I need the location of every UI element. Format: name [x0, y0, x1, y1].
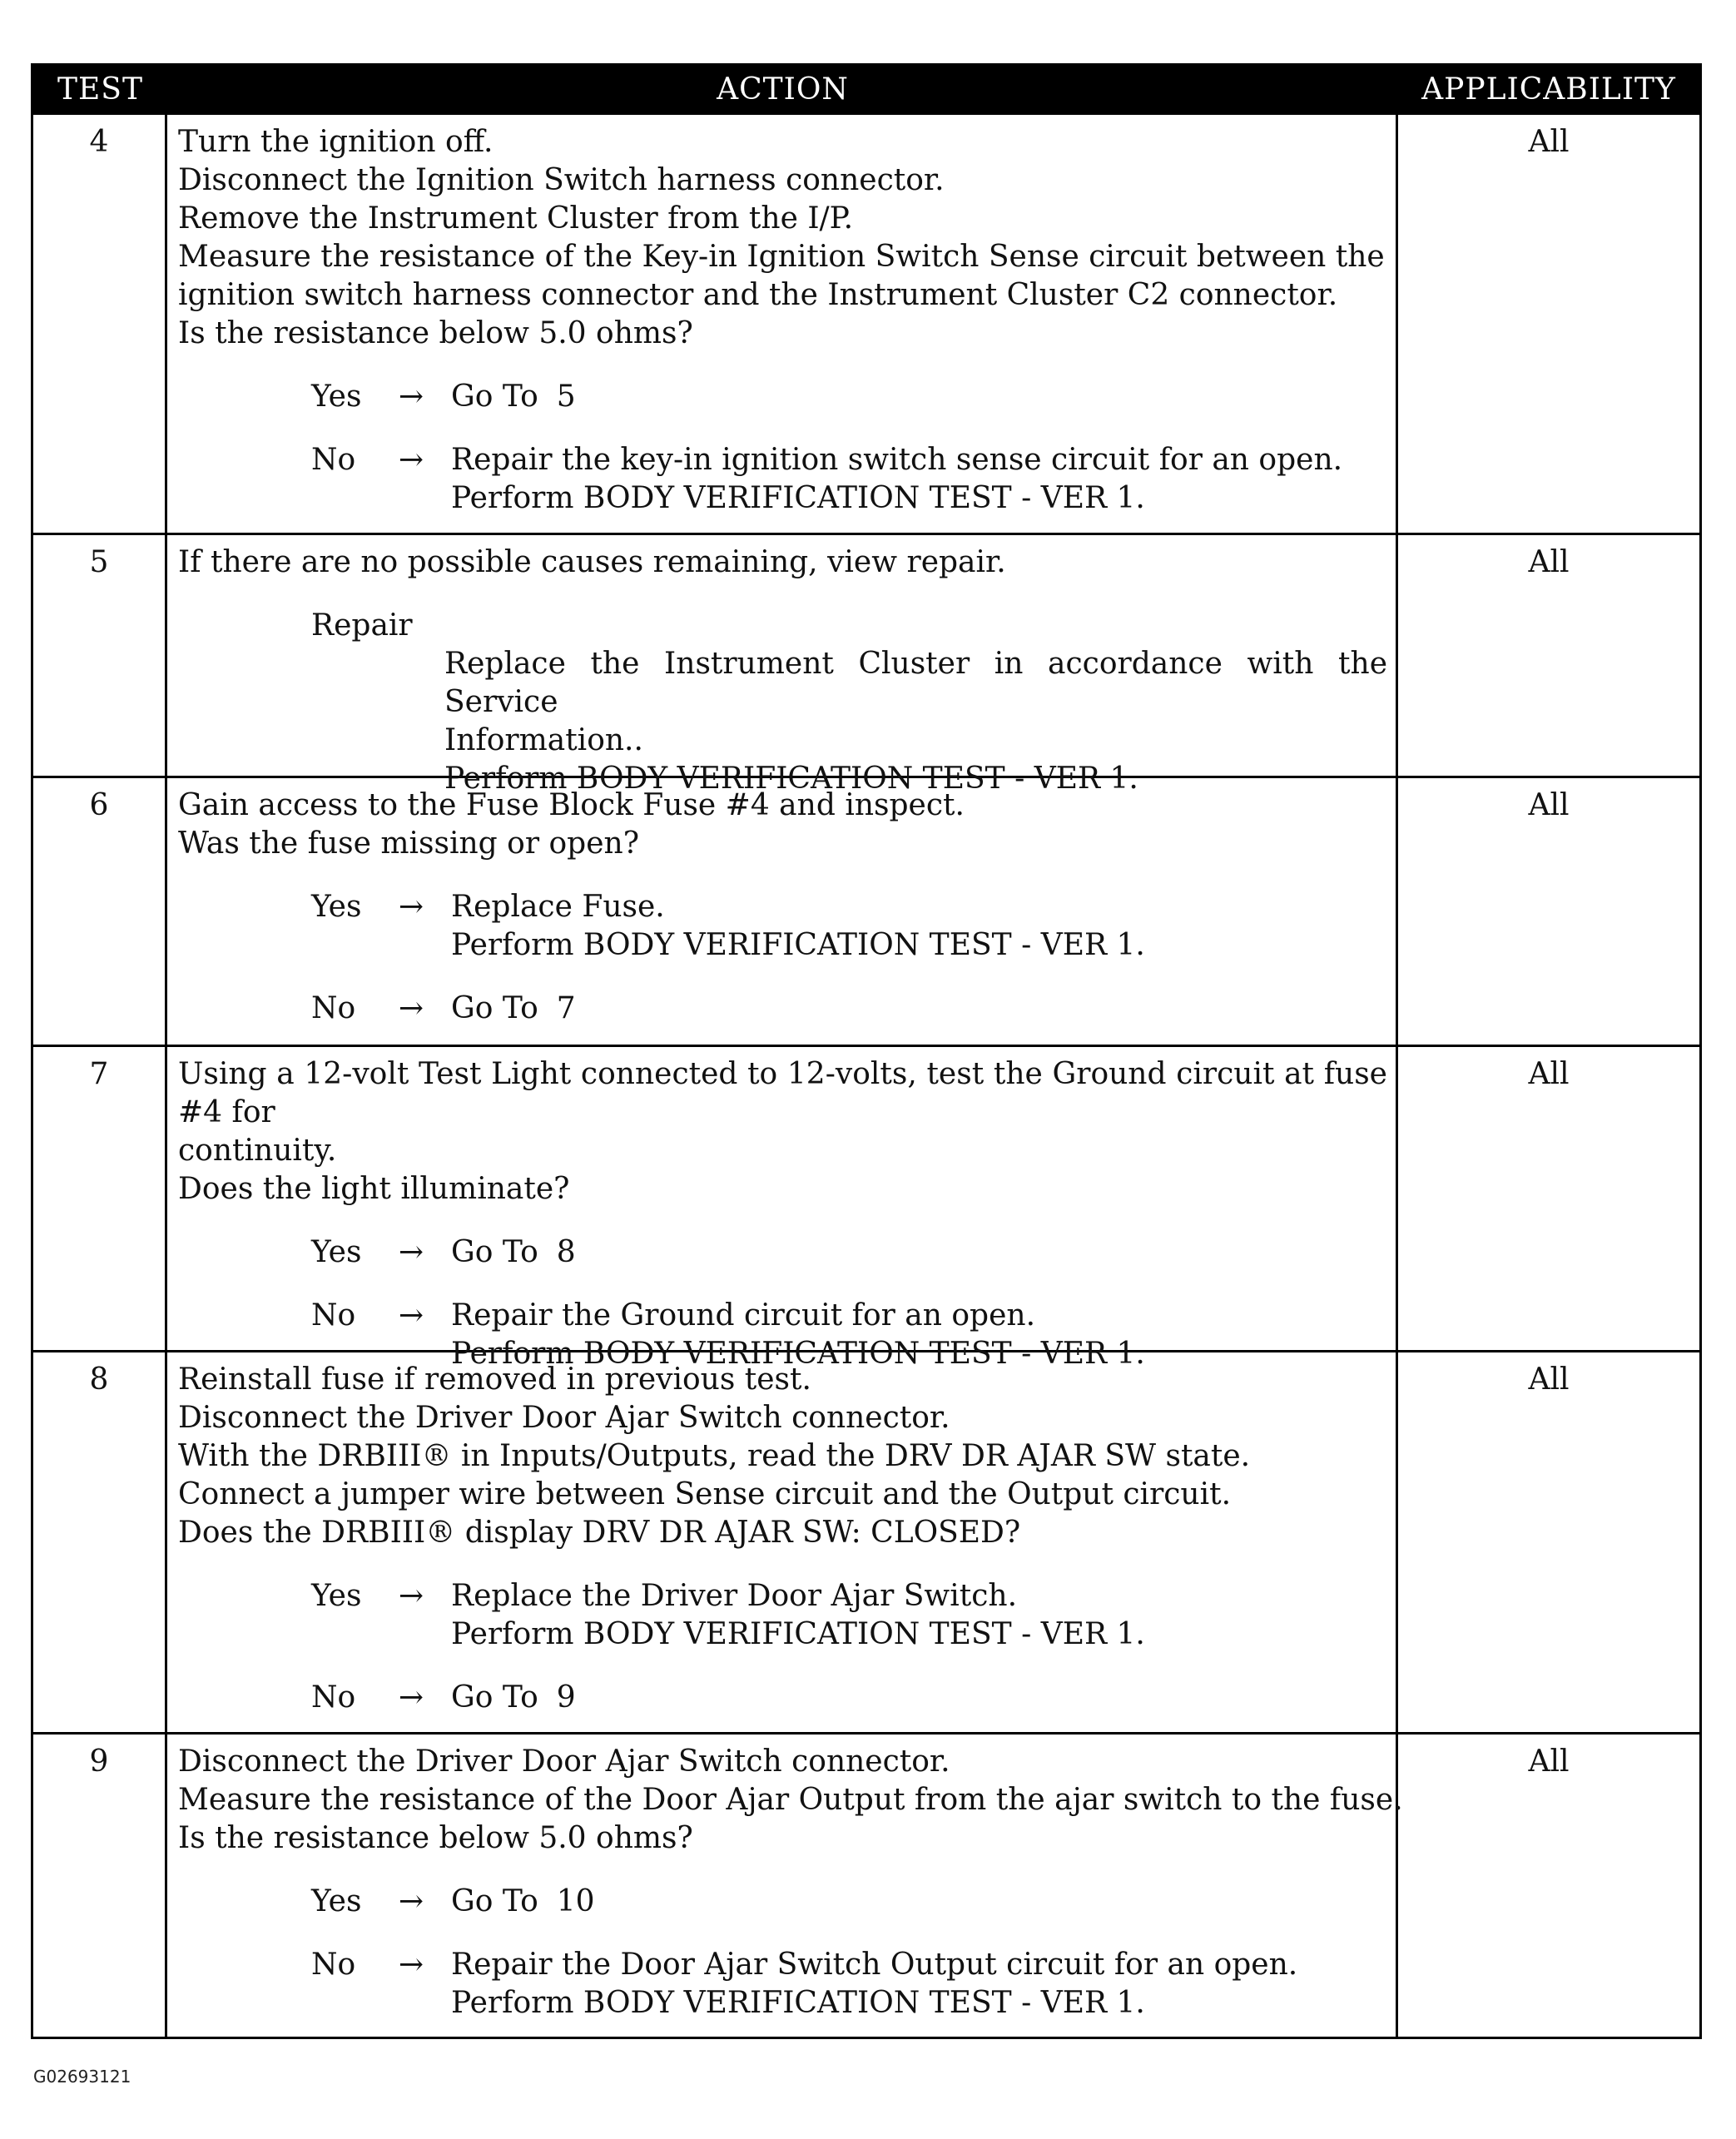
action-line: Connect a jumper wire between Sense circuit and the Output circuit. — [178, 1477, 1232, 1511]
diagnostic-test-table — [31, 63, 1702, 2039]
response-text: Perform BODY VERIFICATION TEST - VER 1. — [451, 1337, 1145, 1371]
action-cell — [167, 535, 1398, 796]
table-row — [33, 1732, 1699, 2037]
response-text: Perform BODY VERIFICATION TEST - VER 1. — [451, 928, 1145, 962]
response-text: Perform BODY VERIFICATION TEST - VER 1. — [451, 1617, 1145, 1651]
goto-text: Go To — [451, 380, 538, 414]
test-number: 5 — [33, 535, 167, 776]
test-number: 9 — [33, 1735, 167, 2037]
response-text: Repair the Ground circuit for an open. — [451, 1298, 1036, 1333]
yes-label: Yes — [311, 1884, 362, 1918]
yes-response — [311, 1577, 1387, 1654]
action-line: With the DRBIII® in Inputs/Outputs, read the DRV DR AJAR SW state. — [178, 1439, 1251, 1473]
action-line: continuity. — [178, 1134, 337, 1168]
header-action: ACTION — [717, 72, 849, 107]
repair-label: Repair — [311, 608, 413, 643]
action-line: If there are no possible causes remaining, view repair. — [178, 545, 1006, 579]
repair-line: Perform BODY VERIFICATION TEST - VER 1. — [444, 762, 1138, 796]
no-response — [311, 990, 1387, 1028]
goto-number: 7 — [556, 991, 576, 1025]
arrow-icon: → — [398, 1680, 424, 1715]
action-line: Disconnect the Ignition Switch harness connector. — [178, 163, 945, 197]
applicability-cell: All — [1528, 1057, 1570, 1091]
test-number: 6 — [33, 778, 167, 1045]
arrow-icon: → — [398, 380, 424, 414]
goto-number: 9 — [556, 1680, 576, 1715]
action-line: Does the DRBIII® display DRV DR AJAR SW: CLOSED? — [178, 1516, 1021, 1550]
table-row — [33, 112, 1699, 533]
arrow-icon: → — [398, 1579, 424, 1613]
action-cell — [167, 1047, 1398, 1371]
yes-response — [311, 1883, 1387, 1921]
action-line: Measure the resistance of the Key-in Ignition Switch Sense circuit between the — [178, 240, 1385, 274]
goto-number: 10 — [556, 1884, 595, 1918]
no-response — [311, 1679, 1387, 1717]
goto-text: Go To — [451, 1235, 538, 1269]
repair-block — [311, 607, 1387, 798]
response-text: Perform BODY VERIFICATION TEST - VER 1. — [451, 1986, 1145, 2020]
figure-code: G02693121 — [33, 2067, 131, 2087]
arrow-icon: → — [398, 1235, 424, 1269]
arrow-icon: → — [398, 890, 424, 924]
yes-label: Yes — [311, 1235, 362, 1269]
table-row — [33, 1045, 1699, 1371]
header-test: TEST — [57, 72, 143, 107]
table-row — [33, 1350, 1699, 1732]
yes-label: Yes — [311, 380, 362, 414]
applicability-cell: All — [1528, 545, 1570, 579]
action-line: Using a 12-volt Test Light connected to 12-volts, test the Ground circuit at fuse #4 for — [178, 1057, 1387, 1129]
repair-line: Replace the Instrument Cluster in accordance with the Service — [444, 647, 1387, 719]
applicability-cell: All — [1528, 125, 1570, 159]
no-response — [311, 441, 1387, 518]
no-label: No — [311, 1298, 356, 1333]
yes-response — [311, 378, 1387, 416]
action-cell — [167, 115, 1398, 533]
applicability-cell: All — [1528, 788, 1570, 822]
goto-text: Go To — [451, 1884, 538, 1918]
action-line: Measure the resistance of the Door Ajar Output from the ajar switch to the fuse. — [178, 1783, 1403, 1817]
no-label: No — [311, 991, 356, 1025]
no-label: No — [311, 1680, 356, 1715]
arrow-icon: → — [398, 443, 424, 477]
test-number: 4 — [33, 115, 167, 533]
response-text: Repair the Door Ajar Switch Output circuit for an open. — [451, 1948, 1298, 1982]
response-text: Replace Fuse. — [451, 890, 665, 924]
yes-label: Yes — [311, 1579, 362, 1613]
response-text: Perform BODY VERIFICATION TEST - VER 1. — [451, 481, 1145, 515]
goto-number: 8 — [556, 1235, 576, 1269]
yes-response — [311, 888, 1387, 965]
arrow-icon: → — [398, 1298, 424, 1333]
action-cell — [167, 1352, 1398, 1732]
goto-number: 5 — [556, 380, 576, 414]
yes-response — [311, 1233, 1387, 1272]
no-response — [311, 1946, 1387, 2022]
action-line: Disconnect the Driver Door Ajar Switch connector. — [178, 1744, 950, 1779]
goto-text: Go To — [451, 991, 538, 1025]
action-line: ignition switch harness connector and the Instrument Cluster C2 connector. — [178, 278, 1338, 312]
action-cell — [167, 778, 1398, 1045]
arrow-icon: → — [398, 1884, 424, 1918]
action-line: Gain access to the Fuse Block Fuse #4 and inspect. — [178, 788, 965, 822]
action-line: Was the fuse missing or open? — [178, 826, 640, 861]
table-row — [33, 533, 1699, 796]
test-number: 8 — [33, 1352, 167, 1732]
response-text: Replace the Driver Door Ajar Switch. — [451, 1579, 1018, 1613]
action-line: Remove the Instrument Cluster from the I/P. — [178, 201, 854, 236]
repair-text — [444, 645, 1387, 798]
action-line: Turn the ignition off. — [178, 125, 494, 159]
applicability-cell: All — [1528, 1744, 1570, 1779]
action-line: Does the light illuminate? — [178, 1172, 570, 1206]
action-cell — [167, 1735, 1403, 2037]
goto-text: Go To — [451, 1680, 538, 1715]
response-text: Repair the key-in ignition switch sense circuit for an open. — [451, 443, 1343, 477]
action-line: Is the resistance below 5.0 ohms? — [178, 316, 693, 350]
action-line: Reinstall fuse if removed in previous test. — [178, 1362, 811, 1397]
no-label: No — [311, 443, 356, 477]
arrow-icon: → — [398, 991, 424, 1025]
repair-line: Information.. — [444, 723, 643, 757]
arrow-icon: → — [398, 1948, 424, 1982]
action-line: Is the resistance below 5.0 ohms? — [178, 1821, 693, 1855]
yes-label: Yes — [311, 890, 362, 924]
test-number: 7 — [33, 1047, 167, 1350]
applicability-cell: All — [1528, 1362, 1570, 1397]
header-applicability: APPLICABILITY — [1421, 72, 1676, 107]
no-label: No — [311, 1948, 356, 1982]
table-row — [33, 776, 1699, 1045]
action-line: Disconnect the Driver Door Ajar Switch connector. — [178, 1401, 950, 1435]
table-header — [33, 66, 1699, 112]
